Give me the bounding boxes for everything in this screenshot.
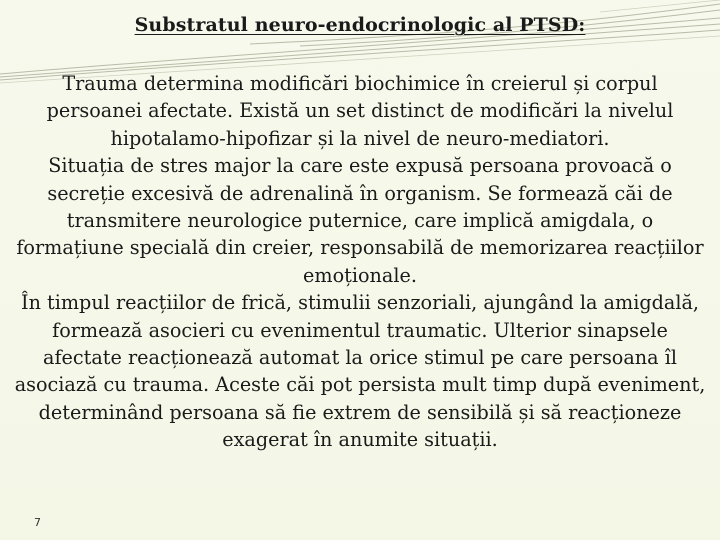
paragraph-trauma: Trauma determina modificări biochimice în creierul și corpul persoanei afectate. Există un set distinct de modificări la nivelul hipotalamo-hipofizar și la nivel de neuro-mediatori. [46,72,674,150]
slide-title: Substratul neuro-endocrinologic al PTSD: [134,14,586,36]
paragraph-stress: Situația de stres major la care este expusă persoana provoacă o secreție excesivă de adrenalină în organism. Se formează căi de transmitere neurologice puternice, care implică amigdala, o formațiune specială din creier, responsabilă de memorizarea reacțiilor emoționale. [16,154,704,287]
page-number: 7 [34,516,41,529]
slide-body [14,70,706,454]
paragraph-fear: În timpul reacțiilor de frică, stimulii senzoriali, ajungând la amigdală, formează asocieri cu evenimentul traumatic. Ulterior sinapsele afectate reacționează automat la orice stimul pe care persoana îl asociază cu trauma. Aceste căi pot persista mult timp după eveniment, determinând persoana să fie extrem de sensibilă și să reacționeze exagerat în anumite situații. [14,291,706,452]
